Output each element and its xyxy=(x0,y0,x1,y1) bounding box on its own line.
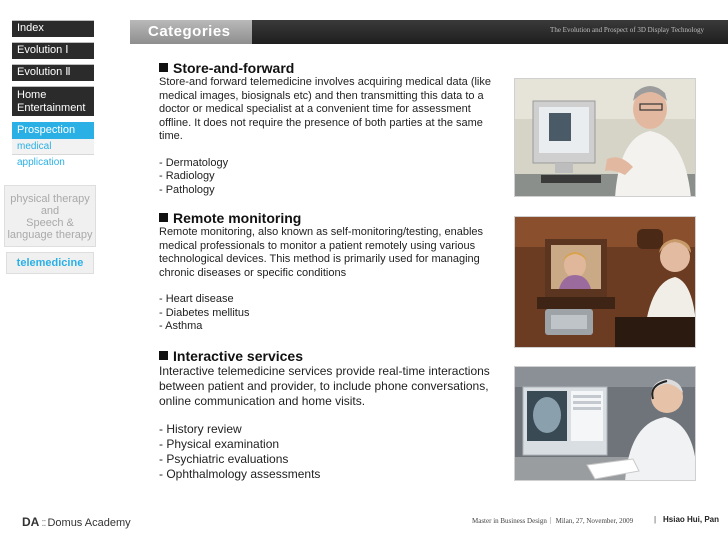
nav-item-label: Evolution Ⅱ xyxy=(17,66,71,78)
footer-separator: | xyxy=(654,515,657,524)
section-description: Interactive telemedicine services provide real-time interactions between patient and provider, to include phone conversations, online communication and home visits. xyxy=(159,364,490,408)
nav-item-label: Evolution Ⅰ xyxy=(17,44,69,56)
list-item: - Asthma xyxy=(159,320,203,332)
logo-separator: :: xyxy=(41,517,46,529)
list-item: - Dermatology xyxy=(159,156,229,169)
list-item: - Heart disease xyxy=(159,293,234,305)
subnav-group-label: language therapy xyxy=(7,229,93,241)
photo-remote-monitoring xyxy=(514,216,696,348)
section-title xyxy=(159,60,495,76)
section-list xyxy=(159,293,495,334)
remote-monitoring-illustration xyxy=(515,217,696,348)
nav-item-evolution-2[interactable] xyxy=(12,64,94,81)
section-title xyxy=(159,210,495,226)
photo-interactive-services xyxy=(514,366,696,481)
nav-item-home-entertainment[interactable] xyxy=(12,86,94,116)
list-item: - Radiology xyxy=(159,170,215,182)
section-title-text: Interactive services xyxy=(173,348,303,364)
logo-mark: DA xyxy=(22,515,40,529)
section-remote-monitoring xyxy=(159,210,495,334)
section-title-text: Store-and-forward xyxy=(173,60,295,76)
list-item: - Psychiatric evaluations xyxy=(159,452,289,466)
subnav-group-therapy[interactable] xyxy=(4,185,96,247)
nav-item-label: Entertainment xyxy=(17,102,86,114)
square-bullet-icon xyxy=(159,351,168,360)
list-item: - History review xyxy=(159,422,242,436)
list-item: - Pathology xyxy=(159,183,215,196)
footer-info: Master in Business Design｜ Milan, 27, November, 2009 xyxy=(472,517,634,525)
nav-item-medical-application[interactable] xyxy=(12,139,94,168)
footer-logo xyxy=(22,515,131,529)
nav-item-label: Prospection xyxy=(17,124,76,136)
section-description: Store-and forward telemedicine involves acquiring medical data (like medical images, biosignals etc) and then transmitting this data to a doctor or medical specialist at a convenient time for assessment offline. It does not require the presence of both parties at the same time. xyxy=(159,76,491,142)
subnav-item-telemedicine[interactable] xyxy=(6,252,94,274)
square-bullet-icon xyxy=(159,213,168,222)
section-description: Remote monitoring, also known as self-monitoring/testing, enables medical professionals to monitor a patient remotely using various technological devices. This method is primarily used for managing chronic diseases or specific conditions xyxy=(159,226,484,279)
nav-item-index[interactable] xyxy=(12,20,94,37)
section-interactive-services xyxy=(159,348,495,482)
subnav-group-label: Speech & xyxy=(26,217,74,229)
list-item: - Diabetes mellitus xyxy=(159,306,250,319)
nav-item-label: Index xyxy=(17,22,44,34)
nav-item-evolution-1[interactable] xyxy=(12,42,94,59)
section-store-and-forward xyxy=(159,60,495,197)
nav-item-label: medical application xyxy=(17,141,65,168)
header-tab-categories: Categories xyxy=(130,20,252,44)
section-title xyxy=(159,348,495,364)
presentation-title: The Evolution and Prospect of 3D Display Technology xyxy=(550,26,704,34)
nav-item-prospection[interactable] xyxy=(12,122,94,139)
section-list xyxy=(159,422,495,482)
section-title-text: Remote monitoring xyxy=(173,210,302,226)
photo-doctor-computer xyxy=(514,78,696,197)
subnav-group-label: and xyxy=(40,205,60,217)
list-item: - Physical examination xyxy=(159,437,280,451)
footer-author: Hsiao Hui, Pan xyxy=(663,515,720,524)
logo-name: Domus Academy xyxy=(47,517,131,529)
section-list xyxy=(159,157,495,198)
nav-item-label: Home xyxy=(17,89,47,101)
interactive-services-illustration xyxy=(515,367,696,481)
list-item: - Ophthalmology assessments xyxy=(159,467,321,481)
subnav-group-label: physical therapy xyxy=(10,193,90,205)
subnav-item-label: telemedicine xyxy=(16,257,84,269)
square-bullet-icon xyxy=(159,63,168,72)
doctor-computer-illustration xyxy=(515,79,696,197)
